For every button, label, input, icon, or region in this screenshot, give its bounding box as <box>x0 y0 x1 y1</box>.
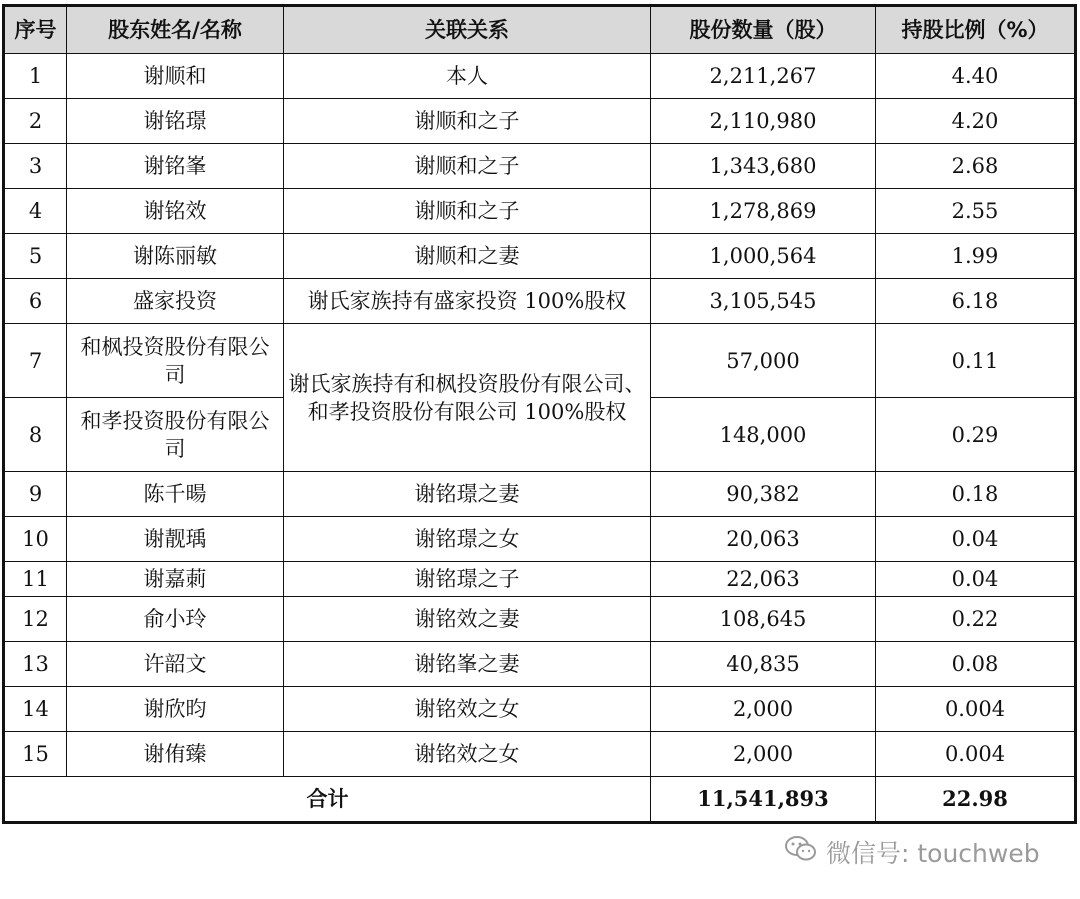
cell-seq: 13 <box>4 642 67 687</box>
cell-shares: 3,105,545 <box>651 279 876 324</box>
cell-ratio: 0.04 <box>876 562 1076 597</box>
cell-name: 谢铭璟 <box>67 99 284 144</box>
table-row <box>4 234 1076 279</box>
cell-name: 谢铭峯 <box>67 144 284 189</box>
cell-relation: 谢氏家族持有和枫投资股份有限公司、和孝投资股份有限公司 100%股权 <box>284 324 651 472</box>
cell-shares: 2,000 <box>651 732 876 777</box>
cell-ratio: 0.18 <box>876 472 1076 517</box>
cell-name: 谢铭效 <box>67 189 284 234</box>
cell-relation: 谢氏家族持有盛家投资 100%股权 <box>284 279 651 324</box>
table-row <box>4 642 1076 687</box>
table-row <box>4 189 1076 234</box>
total-label: 合计 <box>4 777 651 823</box>
cell-name: 俞小玲 <box>67 597 284 642</box>
cell-name: 和孝投资股份有限公司 <box>67 398 284 472</box>
header-name: 股东姓名/名称 <box>67 6 284 54</box>
cell-relation: 谢铭璟之妻 <box>284 472 651 517</box>
cell-relation: 谢铭效之女 <box>284 687 651 732</box>
cell-ratio: 0.004 <box>876 732 1076 777</box>
cell-ratio: 0.22 <box>876 597 1076 642</box>
cell-relation: 谢顺和之子 <box>284 99 651 144</box>
cell-ratio: 2.55 <box>876 189 1076 234</box>
total-ratio: 22.98 <box>876 777 1076 823</box>
cell-shares: 1,343,680 <box>651 144 876 189</box>
table-header-row <box>4 6 1076 54</box>
cell-relation: 谢顺和之妻 <box>284 234 651 279</box>
cell-ratio: 6.18 <box>876 279 1076 324</box>
cell-relation: 谢顺和之子 <box>284 144 651 189</box>
cell-seq: 5 <box>4 234 67 279</box>
cell-name: 谢欣昀 <box>67 687 284 732</box>
cell-seq: 2 <box>4 99 67 144</box>
header-relation: 关联关系 <box>284 6 651 54</box>
cell-name: 谢侑臻 <box>67 732 284 777</box>
cell-relation: 谢铭璟之女 <box>284 517 651 562</box>
total-row <box>4 777 1076 823</box>
cell-relation: 谢铭效之妻 <box>284 597 651 642</box>
cell-ratio: 0.04 <box>876 517 1076 562</box>
cell-seq: 4 <box>4 189 67 234</box>
cell-ratio: 1.99 <box>876 234 1076 279</box>
total-shares: 11,541,893 <box>651 777 876 823</box>
table-row <box>4 144 1076 189</box>
cell-name: 谢顺和 <box>67 54 284 99</box>
cell-name: 陈千暘 <box>67 472 284 517</box>
cell-shares: 20,063 <box>651 517 876 562</box>
table-row <box>4 687 1076 732</box>
cell-relation: 谢铭峯之妻 <box>284 642 651 687</box>
cell-shares: 90,382 <box>651 472 876 517</box>
cell-name: 谢靓瑀 <box>67 517 284 562</box>
cell-ratio: 4.40 <box>876 54 1076 99</box>
cell-name: 谢嘉莿 <box>67 562 284 597</box>
cell-name: 许韶文 <box>67 642 284 687</box>
table-row <box>4 472 1076 517</box>
cell-shares: 1,278,869 <box>651 189 876 234</box>
table-row <box>4 99 1076 144</box>
cell-seq: 9 <box>4 472 67 517</box>
table-row <box>4 324 1076 398</box>
cell-seq: 10 <box>4 517 67 562</box>
header-seq: 序号 <box>4 6 67 54</box>
watermark-text: 微信号: touchweb <box>826 839 1040 868</box>
cell-relation: 谢顺和之子 <box>284 189 651 234</box>
cell-seq: 7 <box>4 324 67 398</box>
cell-seq: 1 <box>4 54 67 99</box>
cell-shares: 22,063 <box>651 562 876 597</box>
cell-shares: 2,000 <box>651 687 876 732</box>
table-row <box>4 279 1076 324</box>
cell-seq: 12 <box>4 597 67 642</box>
cell-relation: 本人 <box>284 54 651 99</box>
cell-seq: 6 <box>4 279 67 324</box>
table-row <box>4 597 1076 642</box>
cell-ratio: 0.11 <box>876 324 1076 398</box>
cell-name: 和枫投资股份有限公司 <box>67 324 284 398</box>
cell-shares: 108,645 <box>651 597 876 642</box>
table-row <box>4 54 1076 99</box>
cell-seq: 11 <box>4 562 67 597</box>
table-row <box>4 732 1076 777</box>
cell-seq: 14 <box>4 687 67 732</box>
cell-shares: 2,211,267 <box>651 54 876 99</box>
cell-seq: 3 <box>4 144 67 189</box>
cell-ratio: 0.29 <box>876 398 1076 472</box>
cell-shares: 2,110,980 <box>651 99 876 144</box>
cell-seq: 8 <box>4 398 67 472</box>
cell-shares: 40,835 <box>651 642 876 687</box>
cell-ratio: 2.68 <box>876 144 1076 189</box>
cell-name: 谢陈丽敏 <box>67 234 284 279</box>
table-row <box>4 517 1076 562</box>
cell-shares: 1,000,564 <box>651 234 876 279</box>
cell-relation: 谢铭效之女 <box>284 732 651 777</box>
cell-shares: 148,000 <box>651 398 876 472</box>
cell-ratio: 4.20 <box>876 99 1076 144</box>
cell-name: 盛家投资 <box>67 279 284 324</box>
wechat-icon <box>784 834 818 870</box>
cell-ratio: 0.004 <box>876 687 1076 732</box>
cell-ratio: 0.08 <box>876 642 1076 687</box>
header-ratio: 持股比例（%） <box>876 6 1076 54</box>
cell-relation: 谢铭璟之子 <box>284 562 651 597</box>
watermark <box>784 836 1040 868</box>
cell-seq: 15 <box>4 732 67 777</box>
shareholder-table <box>2 4 1077 824</box>
table-row <box>4 562 1076 597</box>
header-shares: 股份数量（股） <box>651 6 876 54</box>
cell-shares: 57,000 <box>651 324 876 398</box>
